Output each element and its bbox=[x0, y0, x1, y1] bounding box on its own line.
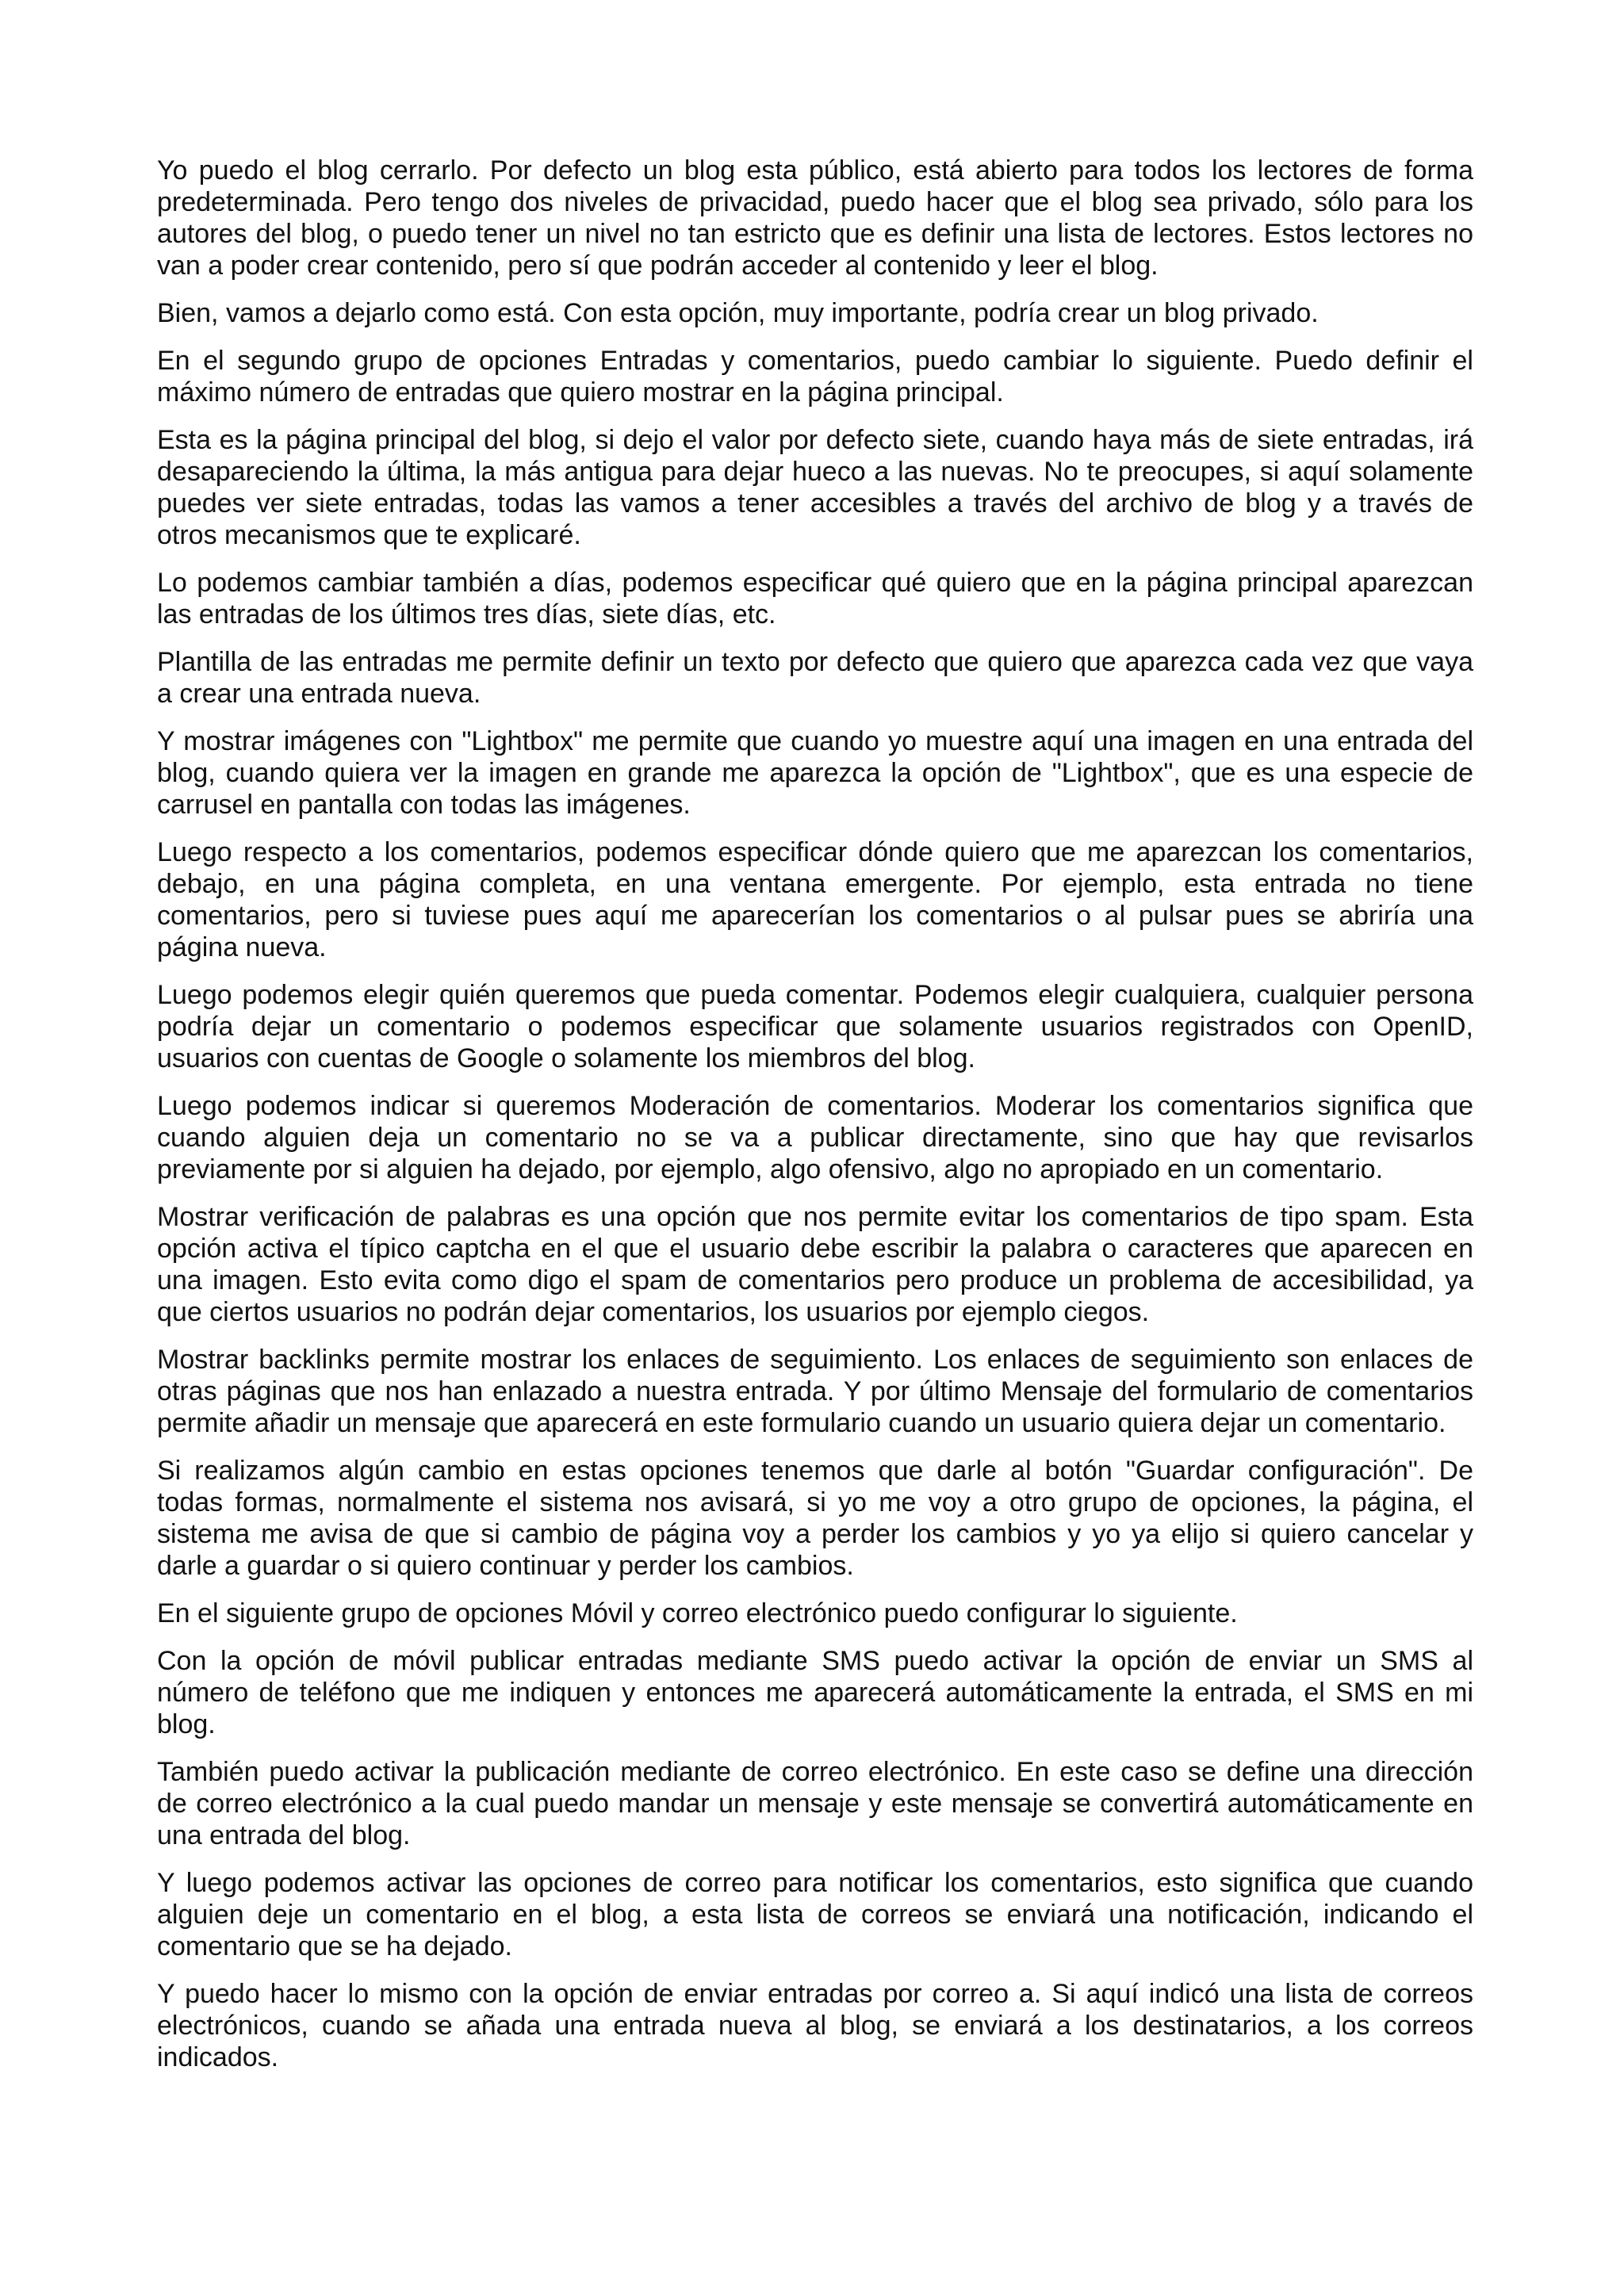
text-line: También puedo activar la publicación mediante de correo electrónico. En este caso se define una dirección bbox=[157, 1757, 1473, 1787]
text-line: En el segundo grupo de opciones Entradas y comentarios, puedo cambiar lo siguiente. Puedo definir el bbox=[157, 346, 1473, 376]
paragraph bbox=[157, 725, 1473, 821]
paragraph bbox=[157, 424, 1473, 551]
paragraph bbox=[157, 646, 1473, 710]
text-line: Y puedo hacer lo mismo con la opción de enviar entradas por correo a. Si aquí indicó una lista de correos bbox=[157, 1979, 1473, 2009]
paragraph bbox=[157, 836, 1473, 963]
text-line: previamente por si alguien ha dejado, por ejemplo, algo ofensivo, algo no apropiado en un comentario. bbox=[157, 1154, 1384, 1184]
text-line: de correo electrónico a la cual puedo mandar un mensaje y este mensaje se convertirá automáticamente en bbox=[157, 1789, 1473, 1819]
text-line: darle a guardar o si quiero continuar y perder los cambios. bbox=[157, 1551, 854, 1581]
text-line: a crear una entrada nueva. bbox=[157, 679, 481, 709]
text-line: página nueva. bbox=[157, 932, 327, 962]
text-line: comentario que se ha dejado. bbox=[157, 1931, 512, 1961]
text-line: número de teléfono que me indiquen y entonces me aparecerá automáticamente la entrada, el SMS en mi bbox=[157, 1678, 1473, 1708]
text-line: sistema me avisa de que si cambio de página voy a perder los cambios y yo ya elijo si quiero cancelar y bbox=[157, 1519, 1473, 1549]
text-line: otros mecanismos que te explicaré. bbox=[157, 520, 581, 550]
text-line: Lo podemos cambiar también a días, podemos especificar qué quiero que en la página principal aparezcan bbox=[157, 568, 1473, 598]
text-line: autores del blog, o puedo tener un nivel no tan estricto que es definir una lista de lectores. Estos lectores no bbox=[157, 219, 1473, 249]
text-line: Mostrar backlinks permite mostrar los enlaces de seguimiento. Los enlaces de seguimiento son enlaces de bbox=[157, 1345, 1473, 1375]
paragraph bbox=[157, 1344, 1473, 1439]
paragraph bbox=[157, 1455, 1473, 1582]
paragraph bbox=[157, 1756, 1473, 1851]
text-line: opción activa el típico captcha en el que el usuario debe escribir la palabra o caracteres que aparecen en bbox=[157, 1234, 1473, 1264]
text-line: máximo número de entradas que quiero mostrar en la página principal. bbox=[157, 377, 1004, 408]
text-line: van a poder crear contenido, pero sí que podrán acceder al contenido y leer el blog. bbox=[157, 251, 1159, 281]
text-line: puedes ver siete entradas, todas las vamos a tener accesibles a través del archivo de blog y a través de bbox=[157, 488, 1473, 519]
text-line: Luego podemos elegir quién queremos que pueda comentar. Podemos elegir cualquiera, cualquier persona bbox=[157, 980, 1473, 1010]
paragraph bbox=[157, 567, 1473, 630]
text-line: blog. bbox=[157, 1709, 216, 1739]
text-line: podría dejar un comentario o podemos especificar que solamente usuarios registrados con OpenID, bbox=[157, 1012, 1473, 1042]
text-line: Mostrar verificación de palabras es una opción que nos permite evitar los comentarios de tipo spam. Esta bbox=[157, 1202, 1473, 1232]
paragraph bbox=[157, 345, 1473, 408]
text-line: usuarios con cuentas de Google o solamente los miembros del blog. bbox=[157, 1043, 975, 1073]
paragraph bbox=[157, 1201, 1473, 1328]
paragraph bbox=[157, 1645, 1473, 1740]
text-line: comentarios, pero si tuviese pues aquí me aparecerían los comentarios o al pulsar pues se abriría una bbox=[157, 901, 1473, 931]
text-line: alguien deje un comentario en el blog, a esta lista de correos se enviará una notificación, indicando el bbox=[157, 1900, 1473, 1930]
text-line: debajo, en una página completa, en una ventana emergente. Por ejemplo, esta entrada no tiene bbox=[157, 869, 1473, 899]
text-line: permite añadir un mensaje que aparecerá en este formulario cuando un usuario quiera dejar un comentario. bbox=[157, 1408, 1446, 1438]
text-line: Con la opción de móvil publicar entradas mediante SMS puedo activar la opción de enviar un SMS al bbox=[157, 1646, 1473, 1676]
paragraph bbox=[157, 297, 1473, 329]
text-line: otras páginas que nos han enlazado a nuestra entrada. Y por último Mensaje del formulario de comentarios bbox=[157, 1376, 1473, 1406]
text-line: carrusel en pantalla con todas las imágenes. bbox=[157, 790, 691, 820]
text-line: una imagen. Esto evita como digo el spam de comentarios pero produce un problema de accesibilidad, ya bbox=[157, 1265, 1473, 1295]
text-line: indicados. bbox=[157, 2042, 279, 2072]
text-line: Plantilla de las entradas me permite definir un texto por defecto que quiero que aparezca cada vez que vaya bbox=[157, 647, 1473, 677]
text-line: electrónicos, cuando se añada una entrada nueva al blog, se enviará a los destinatarios, a los correos bbox=[157, 2011, 1473, 2041]
text-line: En el siguiente grupo de opciones Móvil y correo electrónico puedo configurar lo siguiente. bbox=[157, 1598, 1238, 1628]
text-line: las entradas de los últimos tres días, siete días, etc. bbox=[157, 599, 776, 629]
text-line: Y luego podemos activar las opciones de correo para notificar los comentarios, esto significa que cuando bbox=[157, 1868, 1473, 1898]
paragraph bbox=[157, 1867, 1473, 1962]
text-line: que ciertos usuarios no podrán dejar comentarios, los usuarios por ejemplo ciegos. bbox=[157, 1297, 1150, 1327]
paragraph bbox=[157, 155, 1473, 281]
paragraph bbox=[157, 979, 1473, 1074]
paragraph bbox=[157, 1978, 1473, 2073]
text-line: cuando alguien deja un comentario no se va a publicar directamente, sino que hay que revisarlos bbox=[157, 1123, 1473, 1153]
text-line: Luego respecto a los comentarios, podemos especificar dónde quiero que me aparezcan los comentarios, bbox=[157, 837, 1473, 867]
text-line: desapareciendo la última, la más antigua para dejar hueco a las nuevas. No te preocupes, si aquí solamente bbox=[157, 457, 1473, 487]
text-line: Bien, vamos a dejarlo como está. Con esta opción, muy importante, podría crear un blog privado. bbox=[157, 298, 1319, 328]
text-line: Yo puedo el blog cerrarlo. Por defecto un blog esta público, está abierto para todos los lectores de forma bbox=[157, 155, 1473, 186]
text-line: todas formas, normalmente el sistema nos avisará, si yo me voy a otro grupo de opciones, la página, el bbox=[157, 1487, 1473, 1517]
text-line: Si realizamos algún cambio en estas opciones tenemos que darle al botón "Guardar configuración". De bbox=[157, 1456, 1473, 1486]
document-body bbox=[157, 155, 1473, 2089]
text-line: predeterminada. Pero tengo dos niveles de privacidad, puedo hacer que el blog sea privado, sólo para los bbox=[157, 187, 1473, 217]
text-line: Luego podemos indicar si queremos Moderación de comentarios. Moderar los comentarios significa que bbox=[157, 1091, 1473, 1121]
paragraph bbox=[157, 1090, 1473, 1185]
text-line: blog, cuando quiera ver la imagen en grande me aparezca la opción de "Lightbox", que es una especie de bbox=[157, 758, 1473, 788]
text-line: una entrada del blog. bbox=[157, 1820, 411, 1850]
text-line: Esta es la página principal del blog, si dejo el valor por defecto siete, cuando haya más de siete entradas, irá bbox=[157, 425, 1473, 455]
text-line: Y mostrar imágenes con "Lightbox" me permite que cuando yo muestre aquí una imagen en una entrada del bbox=[157, 726, 1473, 756]
paragraph bbox=[157, 1598, 1473, 1629]
